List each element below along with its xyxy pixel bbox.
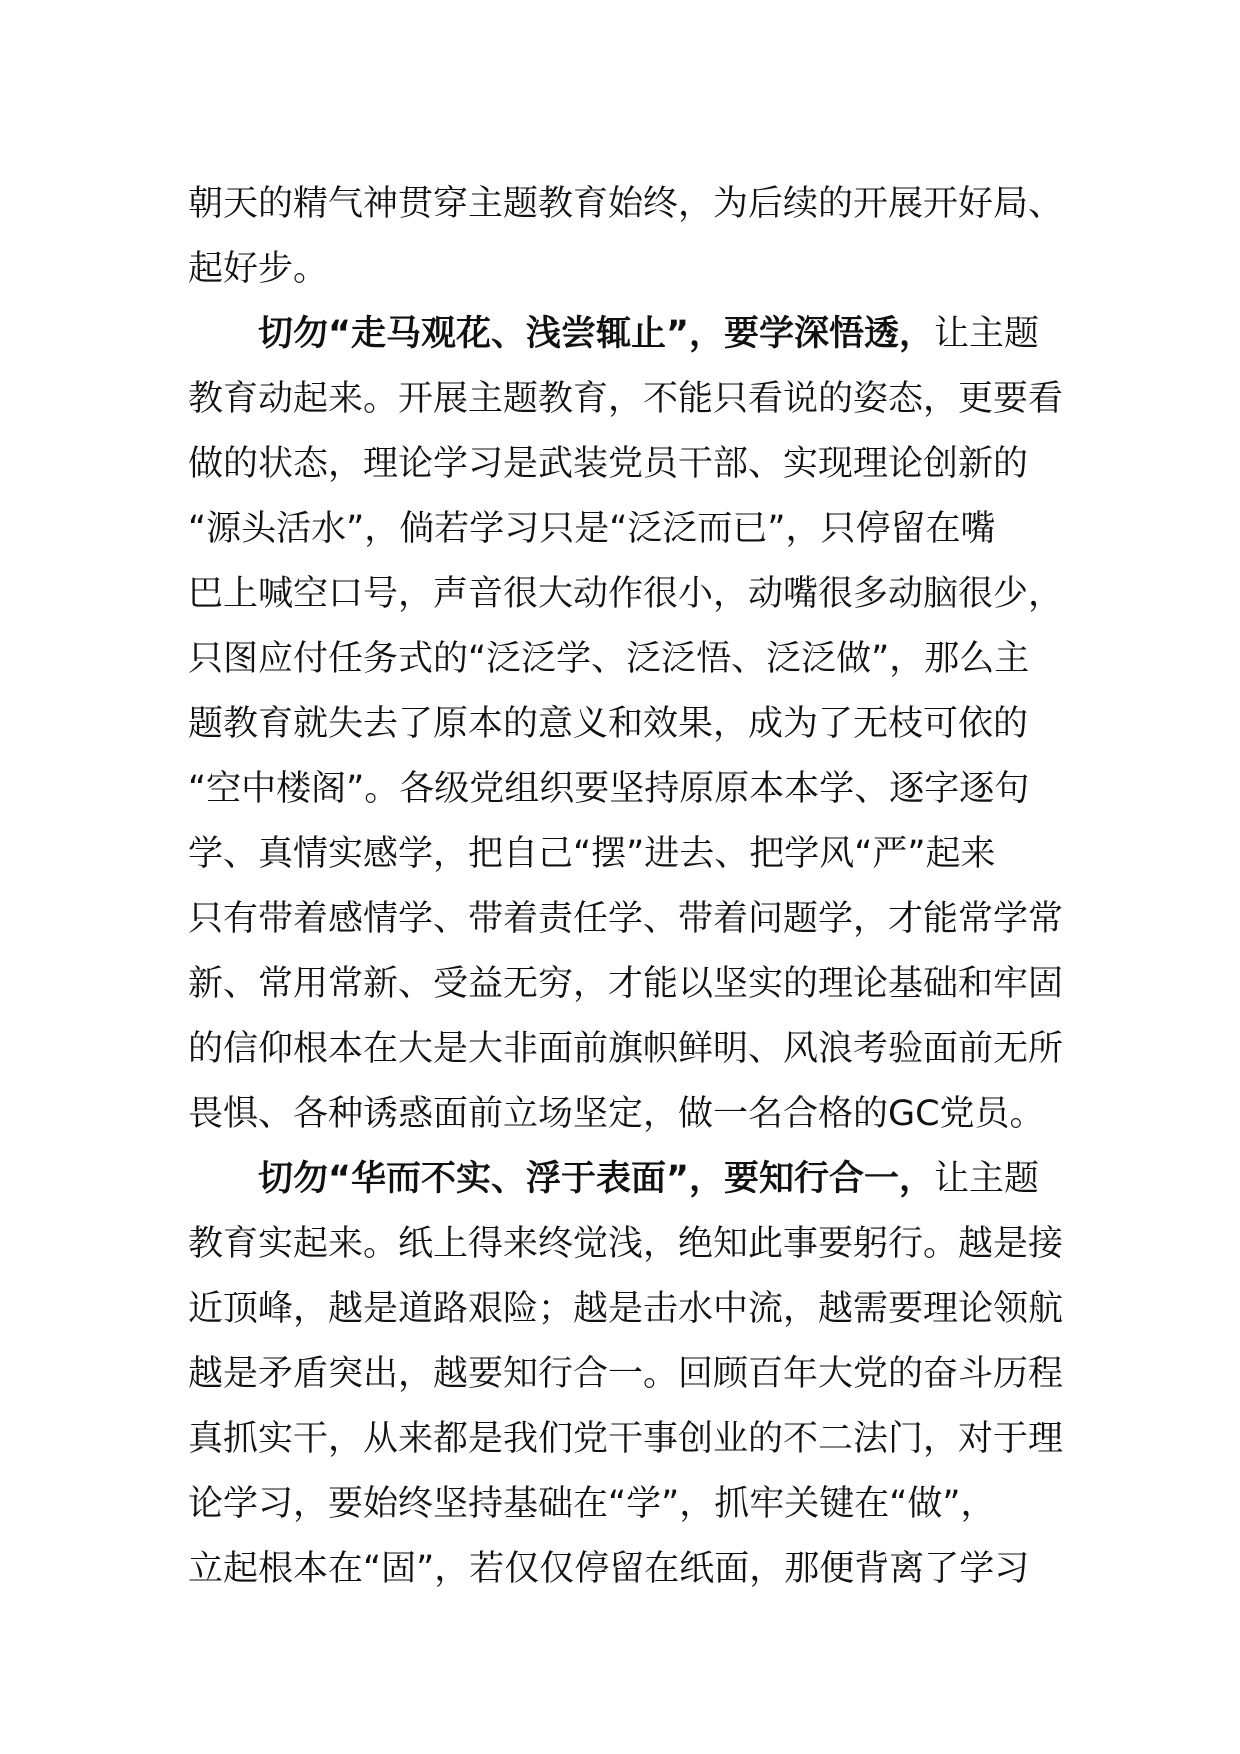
- document-body: [188, 172, 1064, 1602]
- text-line: 题教育就失去了原本的意义和效果，成为了无枝可依的: [188, 704, 1029, 744]
- paragraph-1: [188, 172, 1064, 302]
- text-line: 真抓实干，从来都是我们党干事创业的不二法门，对于理: [188, 1419, 1064, 1459]
- text-line: 近顶峰，越是道路艰险；越是击水中流，越需要理论领航: [188, 1289, 1064, 1329]
- paragraph-first-line: [188, 1147, 1060, 1212]
- paragraph-lead-heading: 切勿“走马观花、浅尝辄止”，要学深悟透，: [258, 314, 935, 354]
- text-line: 新、常用常新、受益无穷，才能以坚实的理论基础和牢固: [188, 964, 1064, 1004]
- paragraph-2: [188, 302, 1064, 1147]
- text-line: 学、真情实感学，把自己“摆”进去、把学风“严”起来: [188, 834, 996, 874]
- text-line: 起好步。: [188, 249, 329, 289]
- text-line: 教育动起来。开展主题教育，不能只看说的姿态，更要看: [188, 379, 1064, 419]
- text-line: “空中楼阁”。各级党组织要坚持原原本本学、逐字逐句: [188, 769, 1030, 809]
- text-line: 畏惧、各种诱惑面前立场坚定，做一名合格的GC党员。: [188, 1094, 1045, 1134]
- text-line: 立起根本在“固”，若仅仅停留在纸面，那便背离了学习: [188, 1549, 1030, 1589]
- text-line: 只有带着感情学、带着责任学、带着问题学，才能常学常: [188, 899, 1064, 939]
- text-line: 越是矛盾突出，越要知行合一。回顾百年大党的奋斗历程: [188, 1354, 1064, 1394]
- text-line: “源头活水”，倘若学习只是“泛泛而已”，只停留在嘴: [188, 509, 996, 549]
- text-line: 论学习，要始终坚持基础在“学”，抓牢关键在“做”，: [188, 1484, 996, 1524]
- text-line: 做的状态，理论学习是武装党员干部、实现理论创新的: [188, 444, 1029, 484]
- text-line: 只图应付任务式的“泛泛学、泛泛悟、泛泛做”，那么主: [188, 639, 1030, 679]
- text-fragment: 让主题: [934, 1159, 1040, 1199]
- text-line: 教育实起来。纸上得来终觉浅，绝知此事要躬行。越是接: [188, 1224, 1064, 1264]
- text-line: 的信仰根本在大是大非面前旗帜鲜明、风浪考验面前无所: [188, 1029, 1064, 1069]
- text-line: 巴上喊空口号，声音很大动作很小，动嘴很多动脑很少，: [188, 574, 1064, 614]
- text-fragment: 让主题: [934, 314, 1040, 354]
- text-line: 朝天的精气神贯穿主题教育始终，为后续的开展开好局、: [188, 184, 1064, 224]
- paragraph-first-line: [188, 302, 1060, 367]
- paragraph-lead-heading: 切勿“华而不实、浮于表面”，要知行合一，: [258, 1159, 935, 1199]
- paragraph-3: [188, 1147, 1064, 1602]
